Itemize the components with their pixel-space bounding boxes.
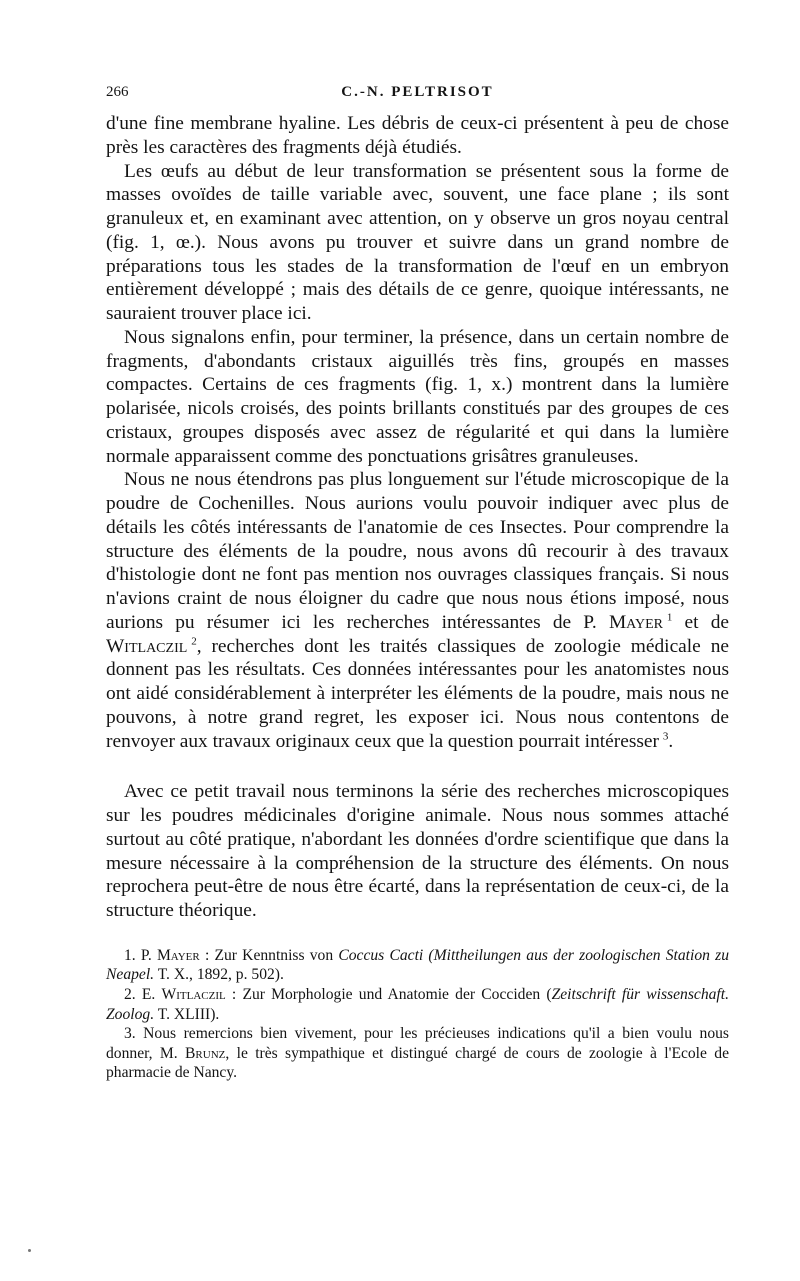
footnote-1-number: 1. P. [124, 946, 157, 964]
author-witlaczil: Witlaczil [106, 635, 188, 657]
footnotes [106, 946, 729, 1083]
footnote-2 [106, 985, 729, 1024]
footnote-1-author: Mayer [156, 946, 200, 964]
author-mayer: Mayer [608, 611, 664, 633]
paragraph-5: Avec ce petit travail nous terminons la série des recherches microscopiques sur les poudres médicinales d'origine animale. Nous nous sommes attaché surtout au côté pratique, n'abordant les données d'ordre scientifique que dans la mesure nécessaire à la compréhension de la structure des éléments. On nous reprochera peut-être de nous être écarté, dans la représentation de ceux-ci, de la structure théorique. [106, 781, 729, 921]
footnote-2-tail: T. XLIII). [154, 1005, 220, 1023]
scan-speck [28, 1249, 31, 1252]
footnote-2-number: 2. E. [124, 985, 162, 1003]
footnote-1-tail: T. X., 1892, p. 502). [154, 966, 284, 984]
footnote-ref-1: 1 [666, 611, 673, 624]
page-number: 266 [106, 84, 129, 100]
footnote-1 [106, 946, 729, 985]
footnote-2-author: Witlaczil [161, 985, 226, 1003]
footnote-3-text-1: 3. Nous remercions bien vivement, pour les précieuses indications qu'il a bien voulu nous donner, M. [106, 1025, 729, 1062]
footnote-ref-3: 3 [662, 730, 669, 743]
body-text [106, 112, 729, 923]
footnote-3-text-2: , le très sympathique et distingué chargé de cours de zoologie à l'Ecole de pharmacie de Nancy. [106, 1044, 729, 1082]
running-title: C.-N. PELTRISOT [341, 84, 494, 100]
footnote-3-name: Brunz [185, 1044, 226, 1062]
paragraph-4-text-3: , recherches dont les traités classiques de zoologie médicale ne donnent pas les résultats. Ces données intéressantes pour les anatomistes nous ont aidé considérablement à interpréter les éléments de la poudre, mais nous ne pouvons, à notre grand regret, les exposer ici. Nous nous contentons de renvoyer aux travaux originaux ceux que la question pourrait intéresser [106, 635, 729, 752]
paragraph-4-text-2: et de [672, 611, 729, 633]
footnote-3 [106, 1024, 729, 1083]
paragraph-4-text-4: . [668, 730, 674, 752]
paragraph-1: d'une fine membrane hyaline. Les débris de ceux-ci présentent à peu de chose près les caractères des fragments déjà étudiés. [106, 113, 729, 158]
footnote-2-italic: Zeitschrift für wissenschaft. Zoolog. [106, 985, 729, 1023]
footnote-2-text: : Zur Morphologie und Anatomie der Cocciden ( [225, 985, 552, 1003]
footnote-1-italic: Coccus Cacti (Mittheilungen aus der zoologischen Station zu Neapel. [106, 946, 729, 984]
paragraph-4-text-1: Nous ne nous étendrons pas plus longuement sur l'étude microscopique de la poudre de Cochenilles. Nous aurions voulu pouvoir indiquer avec plus de détails les côtés intéressants de l'anatomie de ces Insectes. Pour comprendre la structure des éléments de la poudre, nous avons dû recourir à des travaux d'histologie dont ne font pas mention nos ouvrages classiques français. Si nous n'avions craint de nous éloigner du cadre que nous nous étions imposé, nous aurions pu résumer ici les recherches intéressantes de P. [106, 469, 729, 633]
running-head [106, 84, 729, 106]
paragraph-3: Nous signalons enfin, pour terminer, la présence, dans un certain nombre de fragments, d'abondants cristaux aiguillés très fins, groupés en masses compactes. Certains de ces fragments (fig. 1, x.) montrent dans la lumière polarisée, nicols croisés, des points brillants constitués par des groupes de ces cristaux, groupes disposés avec assez de régularité et qui dans la lumière normale apparaissent comme des ponctuations grisâtres granuleuses. [106, 326, 729, 467]
paragraph-2: Les œufs au début de leur transformation se présentent sous la forme de masses ovoïdes de taille variable avec, souvent, une face plane ; ils sont granuleux et, en examinant avec attention, on y observe un gros noyau central (fig. 1, œ.). Nous avons pu trouver et suivre dans un grand nombre de préparations tous les stades de la transformation de l'œuf en un embryon entièrement développé ; mais des détails de ce genre, quoique intéressants, ne sauraient trouver place ici. [106, 160, 729, 324]
footnote-ref-2: 2 [191, 635, 197, 648]
page [106, 84, 729, 1083]
paragraph-4 [106, 468, 729, 753]
footnote-1-text: : Zur Kenntniss von [199, 946, 339, 964]
